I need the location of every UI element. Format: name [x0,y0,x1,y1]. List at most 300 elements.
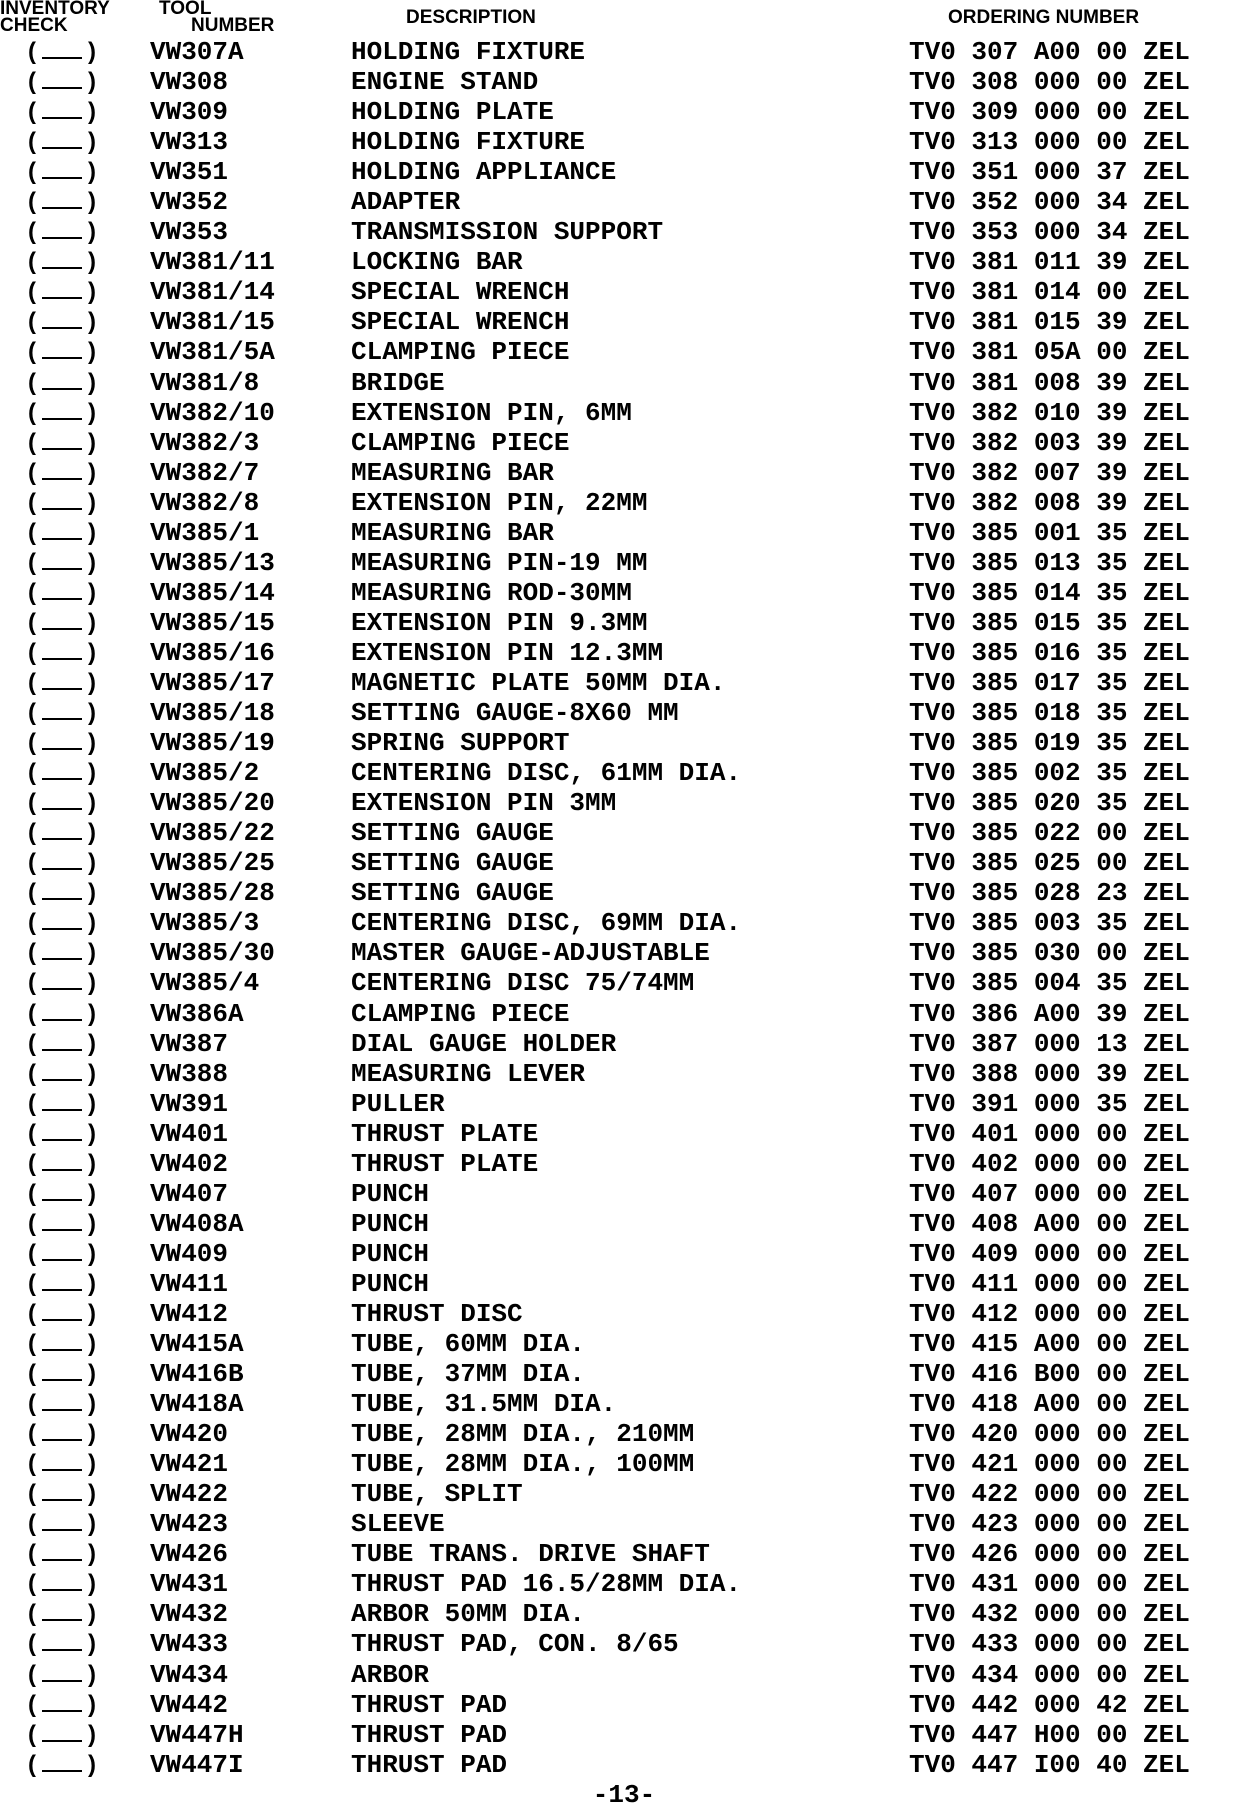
checkbox-blank[interactable] [42,848,82,870]
ordering-number: TV0 385 020 35 ZEL [909,788,1190,819]
inventory-checkbox[interactable] [28,217,96,247]
inventory-checkbox[interactable] [28,1539,96,1569]
ordering-number: TV0 381 014 00 ZEL [909,277,1190,308]
ordering-number: TV0 385 017 35 ZEL [909,667,1190,698]
checkbox-blank[interactable] [42,1660,82,1682]
inventory-checkbox[interactable] [28,368,96,398]
checkbox-open-paren: ( [28,188,36,216]
tool-description: SETTING GAUGE [351,878,554,909]
tool-description: PULLER [351,1088,445,1119]
tool-number: VW418A [150,1389,244,1420]
checkbox-close-paren: ) [88,729,96,757]
tool-number: VW352 [150,187,229,218]
checkbox-blank[interactable] [42,1239,82,1261]
ordering-number: TV0 447 I00 40 ZEL [909,1749,1190,1780]
checkbox-close-paren: ) [88,969,96,997]
header-inventory-check [0,0,110,34]
tool-description: SPECIAL WRENCH [351,277,570,308]
checkbox-open-paren: ( [28,98,36,126]
inventory-checkbox[interactable] [28,608,96,638]
checkbox-open-paren: ( [28,1630,36,1658]
checkbox-close-paren: ) [88,428,96,456]
inventory-checkbox[interactable] [28,67,96,97]
ordering-number: TV0 431 000 00 ZEL [909,1569,1190,1600]
checkbox-blank[interactable] [42,1419,82,1441]
checkbox-close-paren: ) [88,699,96,727]
table-row [0,1690,1248,1720]
checkbox-close-paren: ) [88,1209,96,1237]
checkbox-blank[interactable] [42,1479,82,1501]
checkbox-close-paren: ) [88,1269,96,1297]
checkbox-open-paren: ( [28,1480,36,1508]
checkbox-open-paren: ( [28,1420,36,1448]
inventory-checkbox[interactable] [28,458,96,488]
tool-description: THRUST PAD 16.5/28MM DIA. [351,1569,742,1600]
checkbox-blank[interactable] [42,1329,82,1351]
checkbox-open-paren: ( [28,1360,36,1388]
checkbox-close-paren: ) [88,458,96,486]
tool-number: VW442 [150,1689,229,1720]
ordering-number: TV0 421 000 00 ZEL [909,1449,1190,1480]
ordering-number: TV0 385 013 35 ZEL [909,547,1190,578]
inventory-checkbox[interactable] [28,818,96,848]
checkbox-open-paren: ( [28,338,36,366]
table-row [0,337,1248,367]
checkbox-blank[interactable] [42,1599,82,1621]
checkbox-close-paren: ) [88,1149,96,1177]
checkbox-blank[interactable] [42,37,82,59]
inventory-checkbox[interactable] [28,277,96,307]
ordering-number: TV0 420 000 00 ZEL [909,1419,1190,1450]
inventory-checkbox[interactable] [28,1149,96,1179]
table-row [0,548,1248,578]
checkbox-open-paren: ( [28,1299,36,1327]
inventory-checkbox[interactable] [28,398,96,428]
ordering-number: TV0 381 008 39 ZEL [909,367,1190,398]
checkbox-blank[interactable] [42,1119,82,1141]
checkbox-open-paren: ( [28,1330,36,1358]
checkbox-open-paren: ( [28,368,36,396]
inventory-checkbox[interactable] [28,127,96,157]
inventory-checkbox[interactable] [28,1389,96,1419]
inventory-checkbox[interactable] [28,638,96,668]
tool-number: VW385/15 [150,607,275,638]
table-row [0,1389,1248,1419]
ordering-number: TV0 381 05A 00 ZEL [909,337,1190,368]
table-row [0,1239,1248,1269]
checkbox-blank[interactable] [42,1179,82,1201]
checkbox-open-paren: ( [28,1570,36,1598]
checkbox-blank[interactable] [42,1149,82,1171]
ordering-number: TV0 407 000 00 ZEL [909,1178,1190,1209]
tool-number: VW381/11 [150,247,275,278]
checkbox-open-paren: ( [28,879,36,907]
inventory-checkbox[interactable] [28,1179,96,1209]
tool-number: VW415A [150,1329,244,1360]
checkbox-close-paren: ) [88,1720,96,1748]
tool-description: LOCKING BAR [351,247,523,278]
header-ordering-number-text: ORDERING NUMBER [948,7,1140,28]
checkbox-close-paren: ) [88,1119,96,1147]
table-row [0,1750,1248,1780]
tool-description: THRUST PLATE [351,1148,539,1179]
checkbox-close-paren: ) [88,98,96,126]
checkbox-blank[interactable] [42,1569,82,1591]
ordering-number: TV0 307 A00 00 ZEL [909,37,1190,67]
tool-description: TRANSMISSION SUPPORT [351,217,664,248]
header-tool-number-line1: TOOL [159,0,212,19]
tool-number: VW433 [150,1629,229,1660]
checkbox-open-paren: ( [28,699,36,727]
tool-number: VW385/20 [150,788,275,819]
table-row [0,1299,1248,1329]
inventory-checkbox[interactable] [28,1059,96,1089]
checkbox-open-paren: ( [28,638,36,666]
tool-number: VW385/16 [150,637,275,668]
checkbox-open-paren: ( [28,1179,36,1207]
page-number: -13- [592,1780,656,1810]
inventory-checkbox[interactable] [28,1089,96,1119]
ordering-number: TV0 391 000 35 ZEL [909,1088,1190,1119]
checkbox-blank[interactable] [42,277,82,299]
tool-description: MEASURING BAR [351,457,554,488]
ordering-number: TV0 402 000 00 ZEL [909,1148,1190,1179]
ordering-number: TV0 351 000 37 ZEL [909,157,1190,188]
checkbox-open-paren: ( [28,398,36,426]
checkbox-open-paren: ( [28,38,36,65]
checkbox-open-paren: ( [28,668,36,696]
checkbox-close-paren: ) [88,608,96,636]
checkbox-blank[interactable] [42,578,82,600]
checkbox-open-paren: ( [28,608,36,636]
checkbox-close-paren: ) [88,1179,96,1207]
table-row [0,668,1248,698]
checkbox-blank[interactable] [42,67,82,89]
inventory-checkbox[interactable] [28,668,96,698]
inventory-checkbox[interactable] [28,728,96,758]
inventory-checkbox[interactable] [28,698,96,728]
checkbox-close-paren: ) [88,308,96,336]
checkbox-blank[interactable] [42,337,82,359]
tool-description: TUBE, 31.5MM DIA. [351,1389,617,1420]
table-row [0,999,1248,1029]
inventory-checkbox[interactable] [28,307,96,337]
checkbox-close-paren: ) [88,518,96,546]
tool-description: THRUST DISC [351,1298,523,1329]
tool-number: VW385/14 [150,577,275,608]
inventory-checkbox[interactable] [28,1629,96,1659]
checkbox-blank[interactable] [42,758,82,780]
inventory-checkbox[interactable] [28,1359,96,1389]
inventory-checkbox[interactable] [28,37,96,67]
tool-number: VW307A [150,37,244,67]
inventory-checkbox[interactable] [28,1029,96,1059]
tool-description: EXTENSION PIN 9.3MM [351,607,648,638]
checkbox-blank[interactable] [42,608,82,630]
checkbox-blank[interactable] [42,97,82,119]
inventory-checkbox[interactable] [28,1509,96,1539]
ordering-number: TV0 382 008 39 ZEL [909,487,1190,518]
checkbox-blank[interactable] [42,187,82,209]
inventory-checkbox[interactable] [28,1660,96,1690]
checkbox-blank[interactable] [42,878,82,900]
checkbox-close-paren: ) [88,1540,96,1568]
checkbox-blank[interactable] [42,908,82,930]
table-row [0,1449,1248,1479]
checkbox-close-paren: ) [88,1600,96,1628]
checkbox-close-paren: ) [88,668,96,696]
checkbox-close-paren: ) [88,68,96,96]
table-row [0,1509,1248,1539]
tool-description: ENGINE STAND [351,67,539,98]
checkbox-blank[interactable] [42,1539,82,1561]
checkbox-blank[interactable] [42,698,82,720]
inventory-checkbox[interactable] [28,1419,96,1449]
checkbox-blank[interactable] [42,428,82,450]
tool-description: BRIDGE [351,367,445,398]
table-row [0,1059,1248,1089]
tool-number: VW382/7 [150,457,260,488]
table-row [0,1660,1248,1690]
checkbox-open-paren: ( [28,128,36,156]
inventory-checkbox[interactable] [28,1569,96,1599]
tool-description: PUNCH [351,1268,430,1299]
inventory-checkbox[interactable] [28,938,96,968]
checkbox-open-paren: ( [28,308,36,336]
inventory-checkbox[interactable] [28,1449,96,1479]
checkbox-blank[interactable] [42,638,82,660]
checkbox-blank[interactable] [42,728,82,750]
checkbox-blank[interactable] [42,458,82,480]
checkbox-blank[interactable] [42,518,82,540]
checkbox-blank[interactable] [42,818,82,840]
checkbox-open-paren: ( [28,1450,36,1478]
checkbox-close-paren: ) [88,1360,96,1388]
inventory-checkbox[interactable] [28,1299,96,1329]
table-row [0,1479,1248,1509]
table-row [0,1359,1248,1389]
table-row [0,638,1248,668]
checkbox-blank[interactable] [42,488,82,510]
ordering-number: TV0 385 002 35 ZEL [909,758,1190,789]
inventory-checkbox[interactable] [28,1119,96,1149]
ordering-number: TV0 385 018 35 ZEL [909,698,1190,729]
tool-description: SPECIAL WRENCH [351,307,570,338]
checkbox-blank[interactable] [42,157,82,179]
tool-number: VW382/8 [150,487,260,518]
checkbox-close-paren: ) [88,248,96,276]
inventory-checkbox[interactable] [28,1239,96,1269]
inventory-checkbox[interactable] [28,788,96,818]
checkbox-blank[interactable] [42,307,82,329]
tool-number: VW408A [150,1208,244,1239]
tool-description: CLAMPING PIECE [351,427,570,458]
header-ordering-number [948,9,1139,26]
checkbox-blank[interactable] [42,999,82,1021]
checkbox-blank[interactable] [42,1690,82,1712]
checkbox-open-paren: ( [28,428,36,456]
checkbox-open-paren: ( [28,158,36,186]
tool-description: CENTERING DISC 75/74MM [351,968,695,999]
checkbox-blank[interactable] [42,938,82,960]
tool-number: VW420 [150,1419,229,1450]
inventory-checkbox[interactable] [28,878,96,908]
checkbox-open-paren: ( [28,849,36,877]
ordering-number: TV0 387 000 13 ZEL [909,1028,1190,1059]
table-row [0,908,1248,938]
tool-number: VW434 [150,1659,229,1690]
checkbox-blank[interactable] [42,368,82,390]
checkbox-open-paren: ( [28,999,36,1027]
checkbox-close-paren: ) [88,488,96,516]
tool-description: ARBOR [351,1659,430,1690]
ordering-number: TV0 385 003 35 ZEL [909,908,1190,939]
ordering-number: TV0 432 000 00 ZEL [909,1599,1190,1630]
table-row [0,968,1248,998]
checkbox-blank[interactable] [42,1299,82,1321]
tool-description: HOLDING FIXTURE [351,127,586,158]
inventory-checkbox[interactable] [28,247,96,277]
checkbox-open-paren: ( [28,1119,36,1147]
checkbox-close-paren: ) [88,218,96,246]
checkbox-blank[interactable] [42,1750,82,1772]
tool-description: TUBE TRANS. DRIVE SHAFT [351,1539,710,1570]
tool-number: VW426 [150,1539,229,1570]
tool-description: SLEEVE [351,1509,445,1540]
header-description [406,9,536,26]
tool-description: HOLDING PLATE [351,97,554,128]
tool-description: MAGNETIC PLATE 50MM DIA. [351,667,726,698]
checkbox-blank[interactable] [42,1359,82,1381]
checkbox-blank[interactable] [42,247,82,269]
tool-number: VW381/15 [150,307,275,338]
checkbox-close-paren: ) [88,188,96,216]
inventory-checkbox[interactable] [28,157,96,187]
table-row [0,1329,1248,1359]
checkbox-blank[interactable] [42,788,82,810]
checkbox-blank[interactable] [42,127,82,149]
ordering-number: TV0 434 000 00 ZEL [909,1659,1190,1690]
checkbox-blank[interactable] [42,968,82,990]
table-row [0,398,1248,428]
checkbox-blank[interactable] [42,1720,82,1742]
table-row [0,368,1248,398]
table-row [0,698,1248,728]
ordering-number: TV0 382 003 39 ZEL [909,427,1190,458]
table-row [0,217,1248,247]
tool-description: TUBE, 28MM DIA., 210MM [351,1419,695,1450]
inventory-checkbox[interactable] [28,488,96,518]
inventory-checkbox[interactable] [28,1329,96,1359]
checkbox-blank[interactable] [42,668,82,690]
inventory-checkbox[interactable] [28,1750,96,1780]
checkbox-close-paren: ) [88,1630,96,1658]
checkbox-open-paren: ( [28,1029,36,1057]
header-inventory-check-line2: CHECK [0,15,68,36]
ordering-number: TV0 388 000 39 ZEL [909,1058,1190,1089]
tool-number: VW385/1 [150,517,260,548]
inventory-checkbox[interactable] [28,999,96,1029]
header-tool-number [159,0,274,34]
tool-number: VW432 [150,1599,229,1630]
checkbox-blank[interactable] [42,1389,82,1411]
ordering-number: TV0 447 H00 00 ZEL [909,1719,1190,1750]
tool-description: EXTENSION PIN, 6MM [351,397,632,428]
checkbox-close-paren: ) [88,909,96,937]
inventory-checkbox[interactable] [28,337,96,367]
inventory-checkbox[interactable] [28,428,96,458]
inventory-checkbox[interactable] [28,97,96,127]
inventory-checkbox[interactable] [28,187,96,217]
checkbox-open-paren: ( [28,488,36,516]
ordering-number: TV0 381 015 39 ZEL [909,307,1190,338]
checkbox-close-paren: ) [88,1390,96,1418]
tool-number: VW409 [150,1238,229,1269]
ordering-number: TV0 422 000 00 ZEL [909,1479,1190,1510]
inventory-checkbox[interactable] [28,1599,96,1629]
checkbox-blank[interactable] [42,1509,82,1531]
tool-number: VW385/4 [150,968,260,999]
tool-number: VW385/18 [150,698,275,729]
inventory-checkbox[interactable] [28,1479,96,1509]
table-row [0,1119,1248,1149]
checkbox-blank[interactable] [42,1089,82,1111]
checkbox-close-paren: ) [88,38,96,65]
inventory-checkbox[interactable] [28,518,96,548]
checkbox-blank[interactable] [42,1449,82,1471]
checkbox-blank[interactable] [42,1269,82,1291]
checkbox-blank[interactable] [42,1209,82,1231]
inventory-checkbox[interactable] [28,1690,96,1720]
table-row [0,938,1248,968]
ordering-number: TV0 423 000 00 ZEL [909,1509,1190,1540]
inventory-checkbox[interactable] [28,908,96,938]
checkbox-close-paren: ) [88,1330,96,1358]
inventory-checkbox[interactable] [28,1269,96,1299]
inventory-checkbox[interactable] [28,968,96,998]
inventory-checkbox[interactable] [28,548,96,578]
tool-description: SETTING GAUGE [351,848,554,879]
inventory-checkbox[interactable] [28,578,96,608]
table-row [0,1720,1248,1750]
ordering-number: TV0 408 A00 00 ZEL [909,1208,1190,1239]
checkbox-blank[interactable] [42,217,82,239]
table-row [0,97,1248,127]
tool-description: PUNCH [351,1178,430,1209]
table-row [0,578,1248,608]
checkbox-blank[interactable] [42,1029,82,1051]
checkbox-blank[interactable] [42,398,82,420]
ordering-number: TV0 385 016 35 ZEL [909,637,1190,668]
checkbox-open-paren: ( [28,819,36,847]
tool-number: VW401 [150,1118,229,1149]
inventory-checkbox[interactable] [28,1209,96,1239]
ordering-number: TV0 353 000 34 ZEL [909,217,1190,248]
checkbox-blank[interactable] [42,1629,82,1651]
tool-number: VW308 [150,67,229,98]
inventory-checkbox[interactable] [28,1720,96,1750]
tool-number: VW447H [150,1719,244,1750]
table-row [0,608,1248,638]
inventory-checkbox[interactable] [28,758,96,788]
ordering-number: TV0 352 000 34 ZEL [909,187,1190,218]
checkbox-close-paren: ) [88,338,96,366]
table-row [0,247,1248,277]
inventory-checkbox[interactable] [28,848,96,878]
checkbox-blank[interactable] [42,548,82,570]
table-row [0,1269,1248,1299]
checkbox-blank[interactable] [42,1059,82,1081]
